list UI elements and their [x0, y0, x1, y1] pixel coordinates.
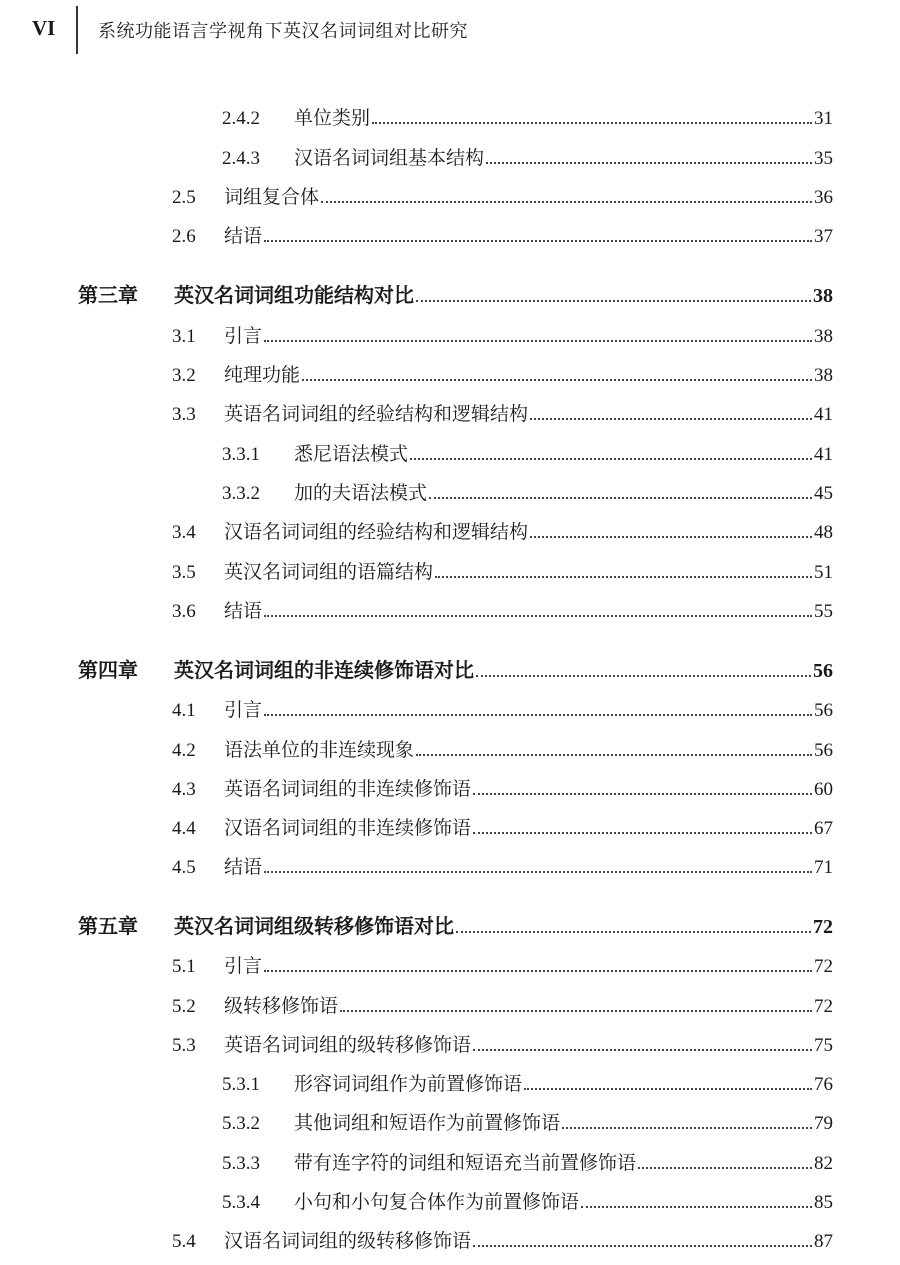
toc-entry-number: 3.6	[172, 601, 196, 622]
toc-entry[interactable]	[172, 773, 833, 801]
toc-entry-page: 56	[814, 740, 833, 761]
toc-entry-page: 72	[813, 916, 833, 938]
toc-dot-leader	[473, 1049, 812, 1051]
toc-entry-page: 55	[814, 601, 833, 622]
header-divider	[76, 6, 78, 54]
toc-entry-number: 5.3.1	[222, 1074, 260, 1095]
toc-entry[interactable]	[172, 734, 833, 762]
toc-entry-title: 英汉名词词组级转移修饰语对比	[174, 914, 454, 938]
toc-dot-leader	[473, 832, 812, 834]
toc-entry-page: 45	[814, 483, 833, 504]
toc-entry-number: 3.1	[172, 326, 196, 347]
toc-entry[interactable]	[222, 1068, 833, 1096]
toc-entry-title: 纯理功能	[224, 364, 301, 386]
toc-entry-title: 英汉名词词组功能结构对比	[174, 283, 414, 307]
toc-entry-title: 其他词组和短语作为前置修饰语	[294, 1112, 561, 1134]
toc-entry-page: 82	[814, 1153, 833, 1174]
toc-dot-leader	[530, 418, 812, 420]
toc-entry-number: 第四章	[78, 658, 138, 682]
toc-entry-page: 38	[814, 326, 833, 347]
page-header	[0, 0, 900, 60]
toc-entry[interactable]	[172, 181, 833, 209]
toc-entry-title: 词组复合体	[224, 186, 320, 208]
page-number: VI	[32, 16, 56, 40]
toc-entry-number: 5.3.4	[222, 1192, 260, 1213]
toc-dot-leader	[476, 675, 811, 677]
toc-entry-title: 英语名词词组的经验结构和逻辑结构	[224, 403, 529, 425]
toc-entry-number: 4.1	[172, 700, 196, 721]
toc-entry-number: 5.1	[172, 956, 196, 977]
toc-entry-page: 67	[814, 818, 833, 839]
toc-dot-leader	[372, 122, 812, 124]
toc-entry[interactable]	[172, 320, 833, 348]
toc-entry-number: 第三章	[78, 283, 138, 307]
toc-entry-page: 41	[814, 444, 833, 465]
toc-entry-title: 汉语名词词组的级转移修饰语	[224, 1230, 472, 1252]
toc-entry[interactable]	[172, 516, 833, 544]
toc-dot-leader	[456, 931, 811, 933]
toc-entry-number: 5.2	[172, 996, 196, 1017]
toc-entry-number: 3.5	[172, 562, 196, 583]
toc-entry-title: 引言	[224, 699, 263, 721]
toc-dot-leader	[264, 615, 812, 617]
toc-entry[interactable]	[172, 220, 833, 248]
toc-dot-leader	[321, 201, 812, 203]
toc-entry-page: 72	[814, 996, 833, 1017]
toc-entry[interactable]	[172, 359, 833, 387]
toc-entry-title: 悉尼语法模式	[294, 443, 409, 465]
toc-entry[interactable]	[172, 851, 833, 879]
toc-dot-leader	[264, 871, 812, 873]
toc-entry-number: 3.3.1	[222, 444, 260, 465]
toc-entry[interactable]	[172, 556, 833, 584]
toc-entry-number: 5.4	[172, 1231, 196, 1252]
toc-entry[interactable]	[222, 1186, 833, 1214]
toc-entry[interactable]	[172, 694, 833, 722]
toc-dot-leader	[429, 497, 812, 499]
toc-entry-page: 87	[814, 1231, 833, 1252]
toc-entry-number: 5.3.3	[222, 1153, 260, 1174]
toc-entry[interactable]	[172, 398, 833, 426]
toc-chapter-entry[interactable]	[78, 911, 833, 939]
toc-entry-page: 56	[813, 660, 833, 682]
toc-entry-title: 引言	[224, 955, 263, 977]
toc-entry-page: 31	[814, 108, 833, 129]
toc-entry-page: 35	[814, 148, 833, 169]
toc-entry-title: 引言	[224, 325, 263, 347]
toc-dot-leader	[473, 793, 812, 795]
toc-chapter-entry[interactable]	[78, 655, 833, 683]
toc-entry-title: 级转移修饰语	[224, 995, 339, 1017]
toc-entry-page: 48	[814, 522, 833, 543]
toc-dot-leader	[264, 970, 812, 972]
toc-entry-title: 英语名词词组的非连续修饰语	[224, 778, 472, 800]
toc-entry-number: 2.4.2	[222, 108, 260, 129]
toc-entry[interactable]	[172, 812, 833, 840]
toc-entry-title: 语法单位的非连续现象	[224, 739, 415, 761]
toc-entry-title: 汉语名词词组的非连续修饰语	[224, 817, 472, 839]
toc-dot-leader	[340, 1010, 812, 1012]
toc-entry-title: 结语	[224, 225, 263, 247]
toc-entry[interactable]	[222, 438, 833, 466]
toc-entry[interactable]	[222, 477, 833, 505]
toc-entry[interactable]	[172, 1225, 833, 1253]
toc-entry[interactable]	[222, 1107, 833, 1135]
toc-entry[interactable]	[172, 595, 833, 623]
toc-entry-page: 71	[814, 857, 833, 878]
toc-entry-title: 英汉名词词组的非连续修饰语对比	[174, 658, 474, 682]
toc-entry-title: 英语名词词组的级转移修饰语	[224, 1034, 472, 1056]
toc-dot-leader	[264, 714, 812, 716]
toc-dot-leader	[435, 576, 812, 578]
toc-entry-title: 单位类别	[294, 107, 371, 129]
toc-entry-number: 3.3	[172, 404, 196, 425]
toc-entry-number: 2.4.3	[222, 148, 260, 169]
toc-entry-number: 3.3.2	[222, 483, 260, 504]
toc-entry-page: 38	[813, 285, 833, 307]
toc-entry-title: 结语	[224, 856, 263, 878]
toc-dot-leader	[264, 240, 812, 242]
toc-dot-leader	[416, 754, 812, 756]
toc-entry[interactable]	[172, 990, 833, 1018]
toc-entry[interactable]	[172, 950, 833, 978]
toc-entry-page: 37	[814, 226, 833, 247]
toc-entry-number: 4.2	[172, 740, 196, 761]
toc-chapter-entry[interactable]	[78, 280, 833, 308]
toc-entry-title: 汉语名词词组基本结构	[294, 147, 485, 169]
toc-entry-page: 60	[814, 779, 833, 800]
toc-entry-page: 85	[814, 1192, 833, 1213]
toc-entry-title: 小句和小句复合体作为前置修饰语	[294, 1191, 580, 1213]
toc-entry-page: 79	[814, 1113, 833, 1134]
toc-entry-page: 36	[814, 187, 833, 208]
toc-entry-title: 形容词词组作为前置修饰语	[294, 1073, 523, 1095]
toc-entry-number: 4.4	[172, 818, 196, 839]
toc-dot-leader	[416, 300, 811, 302]
toc-entry-number: 第五章	[78, 914, 138, 938]
toc-entry-title: 带有连字符的词组和短语充当前置修饰语	[294, 1152, 637, 1174]
toc-entry-page: 41	[814, 404, 833, 425]
toc-entry[interactable]	[222, 1147, 833, 1175]
toc-dot-leader	[264, 340, 812, 342]
toc-entry-page: 75	[814, 1035, 833, 1056]
toc-dot-leader	[530, 536, 812, 538]
toc-entry[interactable]	[172, 1029, 833, 1057]
toc-entry-number: 2.6	[172, 226, 196, 247]
toc-dot-leader	[410, 458, 812, 460]
toc-entry-number: 3.2	[172, 365, 196, 386]
toc-entry-page: 38	[814, 365, 833, 386]
toc-entry-title: 结语	[224, 600, 263, 622]
toc-entry-title: 英汉名词词组的语篇结构	[224, 561, 434, 583]
toc-entry-number: 4.3	[172, 779, 196, 800]
toc-entry-page: 56	[814, 700, 833, 721]
toc-dot-leader	[302, 379, 812, 381]
toc-entry-title: 汉语名词词组的经验结构和逻辑结构	[224, 521, 529, 543]
toc-dot-leader	[638, 1167, 812, 1169]
toc-entry-number: 5.3.2	[222, 1113, 260, 1134]
toc-entry-page: 76	[814, 1074, 833, 1095]
toc-entry-number: 4.5	[172, 857, 196, 878]
toc-dot-leader	[581, 1206, 812, 1208]
book-title: 系统功能语言学视角下英汉名词词组对比研究	[98, 21, 468, 42]
toc-dot-leader	[524, 1088, 812, 1090]
toc-dot-leader	[562, 1127, 812, 1129]
toc-entry[interactable]	[222, 142, 833, 170]
toc-entry-number: 2.5	[172, 187, 196, 208]
toc-entry-page: 51	[814, 562, 833, 583]
toc-dot-leader	[486, 162, 812, 164]
toc-dot-leader	[473, 1245, 812, 1247]
toc-entry-title: 加的夫语法模式	[294, 482, 428, 504]
toc-entry[interactable]	[222, 102, 833, 130]
toc-entry-page: 72	[814, 956, 833, 977]
toc-entry-number: 5.3	[172, 1035, 196, 1056]
toc-entry-number: 3.4	[172, 522, 196, 543]
